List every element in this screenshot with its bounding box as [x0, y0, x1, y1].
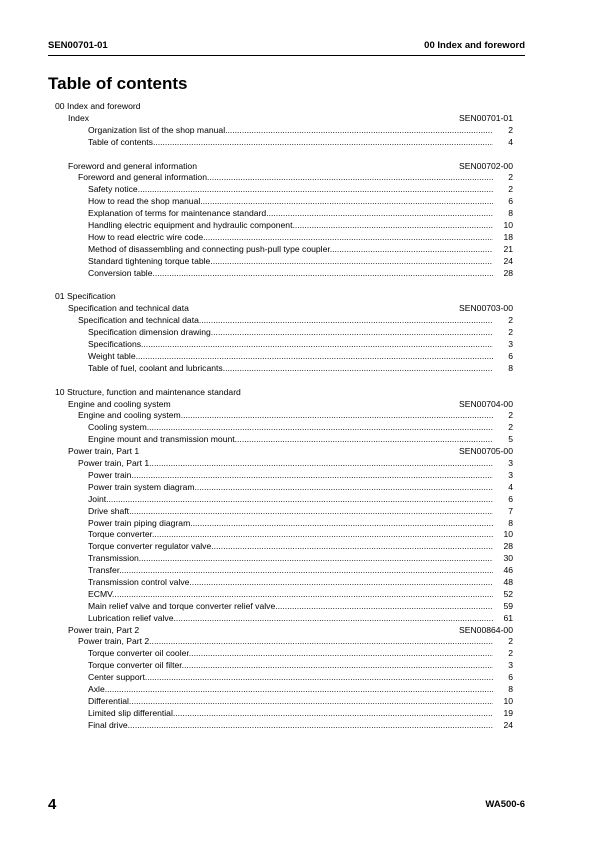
toc-entry — [0, 196, 595, 208]
toc-page-number: 19 — [503, 707, 513, 718]
toc-entry-title: Axle ..... — [88, 684, 493, 696]
toc-entry — [0, 422, 595, 434]
toc-entry-title: Differential ..... — [88, 696, 493, 708]
toc-page-number: 28 — [503, 267, 513, 278]
toc-entry-title: Handling electric equipment and hydraulic component ..... — [88, 220, 493, 232]
toc-page-number: 3 — [508, 660, 513, 671]
model-code: WA500-6 — [485, 799, 525, 810]
toc-entry-title: Power train ..... — [88, 470, 493, 482]
toc-entry-title: Conversion table ..... — [88, 268, 493, 280]
toc-page-number: 2 — [508, 636, 513, 647]
toc-entry — [0, 672, 595, 684]
toc-entry-title: Engine and cooling system — [68, 398, 171, 409]
toc-group — [0, 161, 595, 173]
toc-entry — [0, 363, 595, 375]
toc-entry — [0, 351, 595, 363]
toc-entry-title: How to read the shop manual ..... — [88, 196, 493, 208]
toc-entry-title: 00 Index and foreword — [55, 101, 141, 111]
toc-page-number: 6 — [508, 196, 513, 207]
toc-entry-title: Transfer ..... — [88, 565, 493, 577]
section-title: 00 Index and foreword — [424, 40, 525, 51]
toc-entry-title: Engine mount and transmission mount ..... — [88, 434, 493, 446]
toc-page-number: 10 — [503, 220, 513, 231]
page-header — [48, 40, 525, 54]
toc-entry — [0, 565, 595, 577]
toc-section — [0, 101, 595, 113]
toc-page-number: 30 — [503, 553, 513, 564]
toc-page-number: 2 — [508, 422, 513, 433]
toc-entry-title: Final drive ..... — [88, 720, 493, 732]
toc-entry-title: Organization list of the shop manual ..... — [88, 125, 493, 137]
toc-entry — [0, 482, 595, 494]
toc-entry — [0, 458, 595, 470]
toc-entry — [0, 470, 595, 482]
toc-entry-title: ECMV ..... — [88, 589, 493, 601]
toc-page-number: 2 — [508, 124, 513, 135]
toc-entry-title: Center support ..... — [88, 672, 493, 684]
toc-entry-title: Safety notice ..... — [88, 184, 493, 196]
toc-entry — [0, 684, 595, 696]
table-of-contents — [0, 101, 595, 732]
toc-document-code: SEN00703-00 — [459, 303, 513, 314]
toc-entry-title: Power train system diagram ..... — [88, 482, 493, 494]
toc-entry — [0, 613, 595, 625]
toc-page-number: 10 — [503, 695, 513, 706]
toc-entry-title: Method of disassembling and connecting push-pull type coupler ..... — [88, 244, 493, 256]
toc-entry-title: Drive shaft ..... — [88, 506, 493, 518]
toc-entry-title: Table of fuel, coolant and lubricants ..... — [88, 363, 493, 375]
toc-entry — [0, 708, 595, 720]
toc-page-number: 4 — [508, 481, 513, 492]
toc-entry-title: Limited slip differential ..... — [88, 708, 493, 720]
toc-page-number: 24 — [503, 719, 513, 730]
toc-group — [0, 303, 595, 315]
toc-entry-title: Power train piping diagram ..... — [88, 518, 493, 530]
toc-spacer — [0, 279, 595, 291]
toc-group — [0, 625, 595, 637]
toc-entry — [0, 256, 595, 268]
toc-entry-title: Power train, Part 1 — [68, 446, 140, 457]
toc-page-number: 4 — [508, 136, 513, 147]
toc-entry — [0, 553, 595, 565]
toc-entry — [0, 506, 595, 518]
toc-document-code: SEN00704-00 — [459, 398, 513, 409]
toc-page-number: 61 — [503, 612, 513, 623]
toc-page-number: 48 — [503, 576, 513, 587]
toc-section — [0, 291, 595, 303]
toc-entry-title: Power train, Part 2 ..... — [78, 636, 493, 648]
toc-page-number: 6 — [508, 350, 513, 361]
toc-page-number: 8 — [508, 362, 513, 373]
toc-page-number: 3 — [508, 458, 513, 469]
toc-entry — [0, 268, 595, 280]
document-code: SEN00701-01 — [48, 40, 108, 51]
toc-entry — [0, 541, 595, 553]
toc-entry — [0, 696, 595, 708]
toc-entry-title: How to read electric wire code ..... — [88, 232, 493, 244]
toc-entry — [0, 208, 595, 220]
page-number: 4 — [48, 796, 57, 813]
toc-entry-title: Specification and technical data ..... — [78, 315, 493, 327]
toc-entry-title: Specification and technical data — [68, 303, 189, 314]
toc-entry — [0, 172, 595, 184]
toc-entry — [0, 434, 595, 446]
toc-page-number: 2 — [508, 648, 513, 659]
toc-entry — [0, 577, 595, 589]
toc-group — [0, 113, 595, 125]
toc-page-number: 8 — [508, 517, 513, 528]
toc-entry-title: Main relief valve and torque converter relief valve ..... — [88, 601, 493, 613]
toc-page-number: 7 — [508, 505, 513, 516]
toc-entry-title: Specifications ..... — [88, 339, 493, 351]
toc-entry — [0, 529, 595, 541]
toc-entry-title: 10 Structure, function and maintenance standard — [55, 386, 241, 397]
toc-page-number: 5 — [508, 434, 513, 445]
toc-entry-title: Weight table ..... — [88, 351, 493, 363]
toc-spacer — [0, 375, 595, 387]
toc-entry-title: Transmission ..... — [88, 553, 493, 565]
toc-entry-title: Specification dimension drawing ..... — [88, 327, 493, 339]
toc-entry-title: Foreword and general information — [68, 160, 197, 171]
toc-entry-title: Table of contents ..... — [88, 137, 493, 149]
toc-entry — [0, 137, 595, 149]
toc-page-number: 28 — [503, 541, 513, 552]
toc-entry — [0, 244, 595, 256]
toc-entry-title: 01 Specification — [55, 291, 116, 302]
toc-entry — [0, 660, 595, 672]
toc-entry — [0, 601, 595, 613]
toc-page-number: 2 — [508, 172, 513, 183]
toc-page-number: 8 — [508, 208, 513, 219]
toc-page-number: 8 — [508, 683, 513, 694]
toc-entry — [0, 327, 595, 339]
toc-entry-title: Torque converter ..... — [88, 529, 493, 541]
toc-entry-title: Engine and cooling system ..... — [78, 410, 493, 422]
toc-entry — [0, 125, 595, 137]
toc-entry-title: Transmission control valve ..... — [88, 577, 493, 589]
toc-entry — [0, 636, 595, 648]
toc-page-number: 6 — [508, 493, 513, 504]
toc-document-code: SEN00864-00 — [459, 624, 513, 635]
toc-group — [0, 399, 595, 411]
toc-entry-title: Power train, Part 1 ..... — [78, 458, 493, 470]
toc-entry-title: Foreword and general information ..... — [78, 172, 493, 184]
toc-entry — [0, 494, 595, 506]
toc-document-code: SEN00701-01 — [459, 112, 513, 123]
toc-entry — [0, 220, 595, 232]
toc-entry-title: Torque converter oil cooler ..... — [88, 648, 493, 660]
toc-entry-title: Torque converter oil filter ..... — [88, 660, 493, 672]
toc-page-number: 21 — [503, 243, 513, 254]
toc-page-number: 46 — [503, 565, 513, 576]
toc-entry-title: Torque converter regulator valve ..... — [88, 541, 493, 553]
toc-entry — [0, 232, 595, 244]
page-title: Table of contents — [48, 74, 188, 93]
toc-entry — [0, 315, 595, 327]
toc-page-number: 24 — [503, 255, 513, 266]
toc-entry — [0, 339, 595, 351]
toc-page-number: 59 — [503, 600, 513, 611]
toc-page-number: 18 — [503, 231, 513, 242]
toc-entry — [0, 720, 595, 732]
toc-entry-title: Explanation of terms for maintenance standard ..... — [88, 208, 493, 220]
toc-entry — [0, 589, 595, 601]
toc-entry-title: Index — [68, 112, 90, 123]
toc-document-code: SEN00705-00 — [459, 446, 513, 457]
toc-page-number: 2 — [508, 184, 513, 195]
toc-page-number: 3 — [508, 339, 513, 350]
toc-entry-title: Standard tightening torque table ..... — [88, 256, 493, 268]
toc-entry-title: Lubrication relief valve ..... — [88, 613, 493, 625]
toc-page-number: 2 — [508, 410, 513, 421]
toc-page-number: 3 — [508, 469, 513, 480]
toc-page-number: 2 — [508, 327, 513, 338]
toc-document-code: SEN00702-00 — [459, 160, 513, 171]
toc-entry-title: Joint ..... — [88, 494, 493, 506]
toc-page-number: 6 — [508, 672, 513, 683]
toc-entry — [0, 410, 595, 422]
toc-spacer — [0, 149, 595, 161]
toc-entry-title: Cooling system ..... — [88, 422, 493, 434]
toc-entry-title: Power train, Part 2 — [68, 624, 140, 635]
header-rule — [48, 55, 525, 56]
toc-group — [0, 446, 595, 458]
toc-page-number: 2 — [508, 315, 513, 326]
toc-entry — [0, 518, 595, 530]
toc-entry — [0, 184, 595, 196]
toc-page-number: 52 — [503, 588, 513, 599]
toc-page-number: 10 — [503, 529, 513, 540]
toc-section — [0, 387, 595, 399]
toc-entry — [0, 648, 595, 660]
